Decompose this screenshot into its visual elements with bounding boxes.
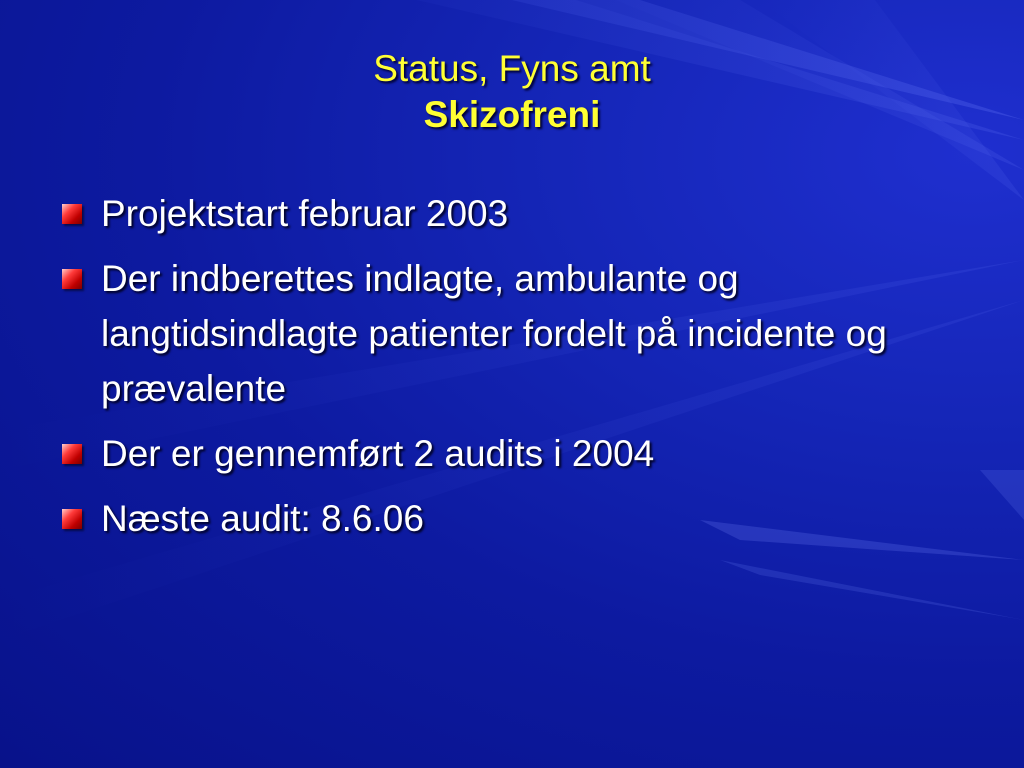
title-line-2: Skizofreni <box>423 94 601 135</box>
bullet-text: Projektstart februar 2003 <box>101 193 509 234</box>
bullet-item <box>62 251 962 416</box>
title-line-1: Status, Fyns amt <box>373 48 651 89</box>
bullet-text: Næste audit: 8.6.06 <box>101 498 424 539</box>
bullet-item <box>62 426 962 481</box>
bullet-item <box>62 186 962 241</box>
bullet-list <box>62 186 962 556</box>
bullet-square-icon <box>62 269 82 289</box>
bullet-text: Der indberettes indlagte, ambulante og langtidsindlagte patienter fordelt på incidente og prævalente <box>101 258 887 409</box>
bullet-text: Der er gennemført 2 audits i 2004 <box>101 433 655 474</box>
bullet-square-icon <box>62 204 82 224</box>
slide-title <box>0 46 1024 138</box>
bullet-item <box>62 491 962 546</box>
bullet-square-icon <box>62 509 82 529</box>
bullet-square-icon <box>62 444 82 464</box>
